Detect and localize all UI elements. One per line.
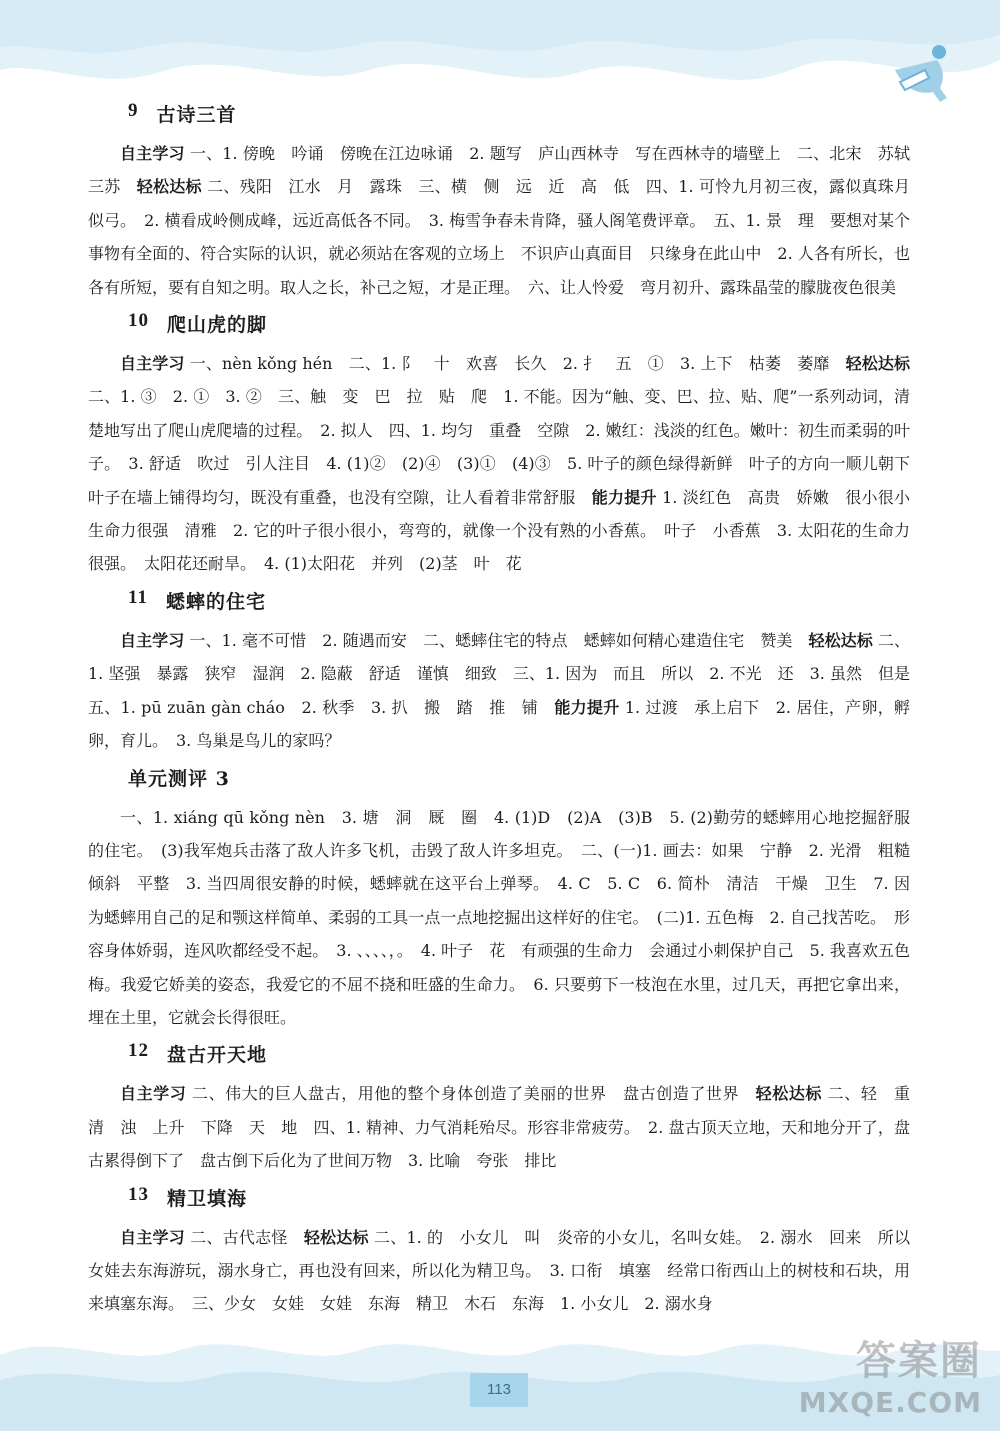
section-heading: 精卫填海 — [167, 1187, 248, 1210]
answer-text: 一、nèn kǒng hén 二、1. 阝 十 欢喜 长久 2. 扌 五 ① 3. 上下 枯萎 萎靡 — [184, 354, 846, 374]
answer-content — [88, 100, 927, 1327]
answer-paragraph — [88, 624, 927, 758]
answer-paragraph — [88, 1221, 926, 1321]
section-number: 12 — [128, 1040, 149, 1062]
section — [88, 100, 926, 304]
section-number: 10 — [128, 310, 149, 332]
section — [88, 764, 927, 1035]
section-title — [128, 1040, 910, 1067]
category-label: 轻松达标 — [755, 1084, 822, 1104]
category-label: 自主学习 — [120, 1227, 185, 1247]
answer-paragraph — [88, 801, 927, 1035]
answer-text: 1. 淡红色 高贵 娇嫩 很小很小 生命力很强 清雅 2. 它的叶子很小很小，弯弯的，就像一个没有熟的小香蕉。 叶子 小香蕉 3. 太阳花的生命力很强。 太阳花还耐旱。 4. (1)太阳花 并列 (2)茎 叶 花 — [88, 487, 926, 574]
answer-text: 二、1. 坚强 暴露 狭窄 湿润 2. 隐蔽 舒适 谨慎 细致 三、1. 因为 而且 所以 2. 不光 还 3. 虽然 但是 五、1. pū zuān gàn cháo 2. 秋季 3. 扒 搬 踏 推 铺 — [88, 630, 927, 717]
section-heading: 单元测评 3 — [128, 767, 230, 790]
section-number: 11 — [128, 586, 148, 608]
answer-text: 二、轻 重 清 浊 上升 下降 天 地 四、1. 精神、力气消耗殆尽。形容非常疲劳。 2. 盘古顶天立地，天和地分开了，盘古累得倒下了 盘古倒下后化为了世间万物 3. 比喻 夸张 排比 — [88, 1084, 926, 1171]
watermark-text-en: MXQE.COM — [798, 1386, 982, 1419]
section-title — [128, 764, 910, 791]
category-label: 轻松达标 — [845, 354, 910, 374]
answer-text: 1. 过渡 承上启下 2. 居住，产卵，孵卵，育儿。 3. 鸟巢是鸟儿的家吗？ — [88, 697, 910, 751]
answer-paragraph — [88, 1077, 926, 1177]
answer-paragraph — [88, 347, 927, 581]
section-title — [128, 100, 910, 127]
watermark — [799, 1329, 982, 1419]
section-number: 13 — [128, 1183, 149, 1205]
section-title — [128, 310, 910, 337]
section — [88, 310, 927, 581]
answer-text: 一、1. xiáng qū kǒng nèn 3. 塘 洞 厩 圈 4. (1)D (2)A (3)B 5. (2)勤劳的蟋蟀用心地挖掘舒服的住宅。 (3)我军炮兵击落了敌人许多飞机，击毁了敌人许多坦克。 二、(一)1. 画去：如果 宁静 2. 光滑 粗糙 倾斜 平整 3. 当四周很安静的时候，蟋蟀就在这平台上弹琴。 4. C 5. C 6. 简朴 清洁 干燥 卫生 7. 因为蟋蟀用自己的足和颚这样简单、柔弱的工具一点一点地挖掘出这样好的住宅。 (二)1. 五色梅 2. 自己找苦吃。 形容身体娇弱，连风吹都经受不起。 3. 、、、、，。 4. 叶子 花 有顽强的生命力 会通过小刺保护自己 5. 我喜欢五色梅。我爱它娇美的姿态，我爱它的不屈不挠和旺盛的生命力。 6. 只要剪下一枝泡在水里，过几天，再把它拿出来，埋在土里，它就会长得很旺。 — [88, 807, 927, 1027]
section — [88, 1183, 926, 1321]
category-label: 能力提升 — [591, 487, 657, 507]
answer-text: 二、伟大的巨人盘古，用他的整个身体创造了美丽的世界 盘古创造了世界 — [186, 1084, 756, 1104]
category-label: 自主学习 — [120, 354, 185, 374]
top-wave-decoration — [0, 0, 1000, 110]
category-label: 能力提升 — [554, 697, 620, 717]
category-label: 轻松达标 — [136, 177, 202, 197]
section-heading: 爬山虎的脚 — [167, 314, 268, 337]
category-label: 轻松达标 — [808, 630, 873, 650]
section-number: 9 — [128, 100, 139, 121]
answer-text: 二、1. ③ 2. ① 3. ② 三、触 变 巴 拉 贴 爬 1. 不能。因为“触、变、巴、拉、贴、爬”一系列动词，清楚地写出了爬山虎爬墙的过程。 2. 拟人 四、1. 均匀 重叠 空隙 2. 嫩红：浅淡的红色。嫩叶：初生而柔弱的叶子。 3. 舒适 吹过 引人注目 4. (1)② (2)④ (3)① (4)③ 5. 叶子的颜色绿得新鲜 叶子的方向一顺儿朝下 叶子在墙上铺得均匀，既没有重叠，也没有空隙，让人看着非常舒服 — [88, 387, 927, 507]
section-heading: 蟋蟀的住宅 — [165, 590, 266, 613]
category-label: 自主学习 — [120, 1084, 187, 1104]
section — [88, 1040, 926, 1177]
category-label: 轻松达标 — [303, 1227, 369, 1247]
section-title — [128, 1184, 910, 1211]
answer-text: 二、1. 的 小女儿 叫 炎帝的小女儿，名叫女娃。 2. 溺水 回来 所以 女娃去东海游玩，溺水身亡，再也没有回来，所以化为精卫鸟。 3. 口衔 填塞 经常口衔西山上的树枝和石块，用来填塞东海。 三、少女 女娃 女娃 东海 精卫 木石 东海 1. 小女儿 2. 溺水身 — [88, 1227, 926, 1314]
answer-paragraph — [88, 137, 926, 304]
answer-text: 二、残阳 江水 月 露珠 三、横 侧 远 近 高 低 四、1. 可怜九月初三夜，露似真珠月似弓。 2. 横看成岭侧成峰，远近高低各不同。 3. 梅雪争春未肯降，骚人阁笔费评章。 五、1. 景 理 要想对某个事物有全面的、符合实际的认识，就必须站在客观的立场上 不识庐山真面目 只缘身在此山中 2. 人各有所长，也各有所短，要有自知之明。取人之长，补己之短，才是正理。 六、让人怜爱 弯月初升、露珠晶莹的朦胧夜色很美 — [88, 177, 910, 297]
category-label: 自主学习 — [120, 144, 185, 163]
section-title — [128, 587, 910, 614]
answer-text: 二、古代志怪 — [184, 1227, 304, 1247]
section-heading: 盘古开天地 — [167, 1044, 268, 1067]
category-label: 自主学习 — [120, 630, 185, 650]
section-heading: 古诗三首 — [156, 104, 237, 126]
watermark-text-cn: 答案圈 — [856, 1338, 982, 1384]
answer-text: 一、1. 傍晚 吟诵 傍晚在江边咏诵 2. 题写 庐山西林寺 写在西林寺的墙壁上 二、北宋 苏轼 三苏 — [88, 144, 926, 197]
page-number: 113 — [470, 1373, 528, 1407]
answer-text: 一、1. 毫不可惜 2. 随遇而安 二、蟋蟀住宅的特点 蟋蟀如何精心建造住宅 赞美 — [184, 630, 809, 650]
section — [88, 586, 927, 758]
